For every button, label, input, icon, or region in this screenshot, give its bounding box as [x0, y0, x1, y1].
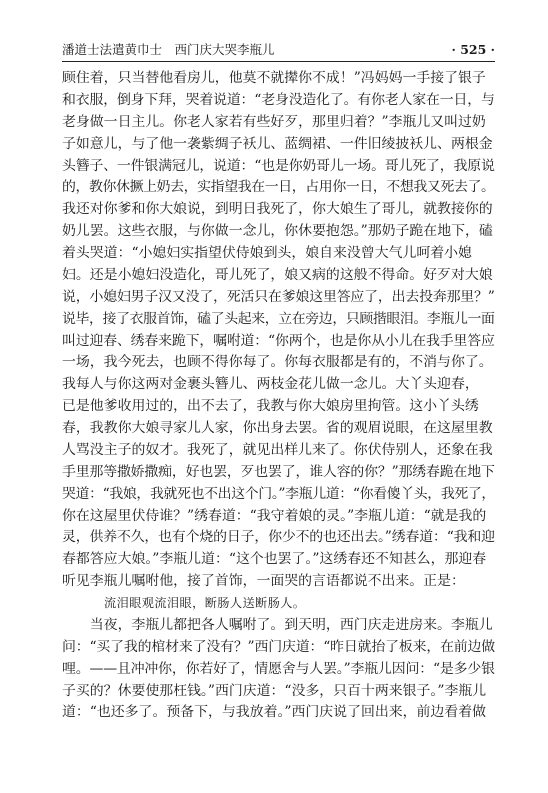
text-line: 头簪子、一件银满冠儿，说道：“也是你奶哥儿一场。哥儿死了，我原说	[62, 157, 495, 174]
text-line: 的，教你休撅上奶去，实指望我在一日，占用你一日，不想我又死去了。	[62, 179, 495, 196]
text-line: 已是他爹收用过的，出不去了，我教与你大娘房里拘管。这小丫头绣	[62, 398, 479, 415]
text-line: 子如意儿，与了他一袭紫绸子袄儿、蓝绸裙、一件旧绫披袄儿、两根金	[62, 135, 493, 152]
body-text	[62, 68, 495, 724]
text-line: 奶儿罢。这些衣服，与你做一念儿，你休要抱怨。”那奶子跪在地下，磕	[62, 223, 493, 240]
text-line: 妇。还是小媳妇没造化，哥儿死了，娘又病的这般不得命。好歹对大娘	[62, 266, 493, 283]
text-line: 我每人与你这两对金裹头簪儿、两枝金花儿做一念儿。大丫头迎春，	[62, 376, 479, 393]
running-header	[62, 40, 495, 60]
text-line: 一场，我今死去，也顾不得你每了。你每衣服都是有的，不消与你了。	[62, 354, 493, 371]
text-line: 当夜，李瓶儿都把各人嘱咐了。到天明，西门庆走进房来。李瓶儿	[62, 616, 493, 633]
text-line: 哭道：“我娘，我就死也不出这个门。”李瓶儿道：“你看傻丫头，我死了，	[62, 485, 495, 502]
text-line: 着头哭道：“小媳妇实指望伏侍娘到头，娘自来没曾大气儿呵着小媳	[62, 245, 472, 261]
text-line: 叫过迎春、绣春来跪下，嘱咐道：“你两个，也是你从小儿在我手里答应	[62, 332, 495, 349]
text-line: 手里那等撒娇撒痴，好也罢，歹也罢了，谁人容的你？”那绣春跪在地下	[62, 463, 495, 480]
header-rule	[62, 61, 495, 62]
running-title: 潘道士法遣黄巾士 西门庆大哭李瓶儿	[62, 42, 275, 57]
text-line: 和衣服，倒身下拜，哭着说道：“老身没造化了。有你老人家在一日，与	[62, 91, 495, 108]
text-line: 人骂没主子的奴才。我死了，就见出样儿来了。你伏侍别人，还象在我	[62, 441, 493, 458]
text-line: 我还对你爹和你大娘说，到明日我死了，你大娘生了哥儿，就教接你的	[62, 201, 493, 218]
text-line: 哩。——且冲冲你，你若好了，情愿舍与人罢。”李瓶儿因问：“是多少银	[62, 660, 495, 677]
text-line: 顾住着，只当替他看房儿，他莫不就撵你不成！”冯妈妈一手接了银子	[62, 70, 486, 86]
text-line: 问：“买了我的棺材来了没有？”西门庆道：“昨日就抬了板来，在前边做	[62, 638, 496, 655]
poem-couplet: 流泪眼观流泪眼，断肠人送断肠人。	[104, 596, 306, 610]
text-line: 春，我教你大娘寻家儿人家，你出身去罢。省的观眉说眼，在这屋里教	[62, 420, 493, 436]
text-line: 子买的？休要使那枉钱。”西门庆道：“没多，只百十两来银子。”李瓶儿	[62, 682, 487, 699]
text-line: 说，小媳妇男子汉又没了，死活只在爹娘这里答应了，出去投奔那里？”	[62, 288, 495, 305]
text-line: 听见李瓶儿嘱咐他，接了首饰，一面哭的言语都说不出来。正是：	[62, 573, 465, 590]
text-line: 说毕，接了衣服首饰，磕了头起来，立在旁边，只顾揩眼泪。李瓶儿一面	[62, 310, 495, 327]
text-line: 春都答应大娘。”李瓶儿道：“这个也罢了。”这绣春还不知甚么，那迎春	[62, 551, 487, 568]
text-line: 灵，供养不久，也有个烧的日子，你少不的也还出去。”绣春道：“我和迎	[62, 529, 495, 546]
text-line: 你在这屋里伏侍谁？”绣春道：“我守着娘的灵。”李瓶儿道：“就是我的	[62, 507, 487, 524]
text-line: 道：“也还多了。预备下，与我放着。”西门庆说了回出来，前边看着做	[62, 704, 486, 721]
text-line: 老身做一日主儿。你老人家若有些好歹，那里归着？”李瓶儿又叫过奶	[62, 113, 486, 130]
page-number: · 525 ·	[451, 42, 495, 57]
